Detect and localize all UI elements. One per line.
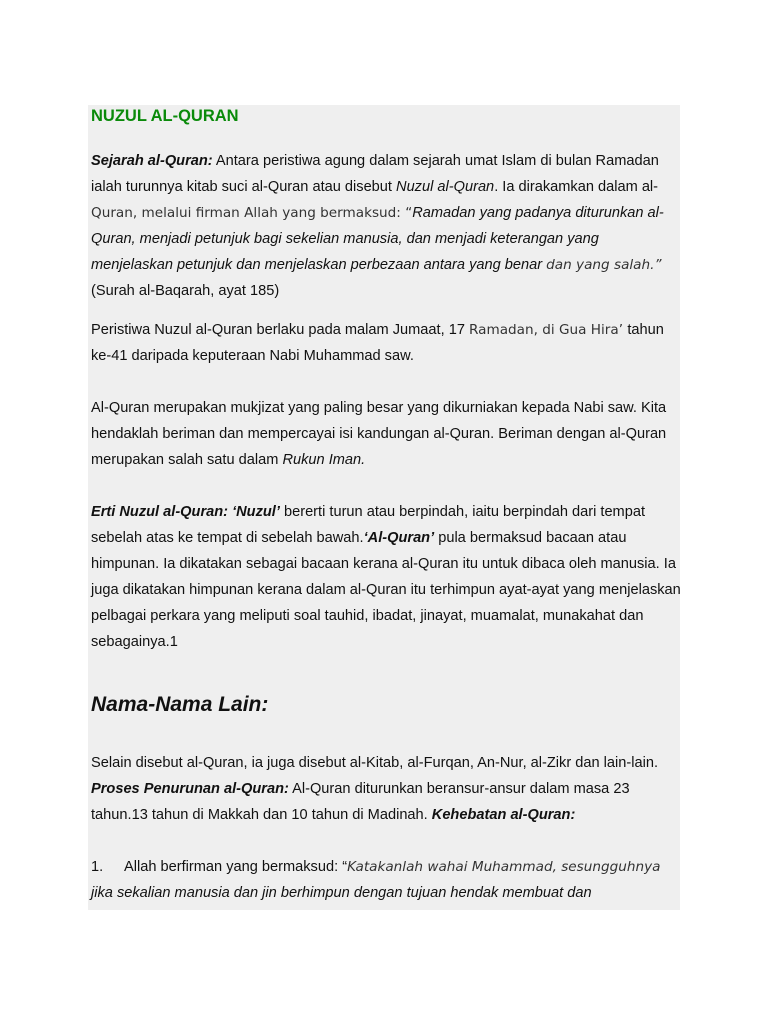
paragraph-peristiwa: Peristiwa Nuzul al-Quran berlaku pada malam Jumaat, 17 Ramadan, di Gua Hira’ tahun ke-41 daripada keputeraan Nabi Muhammad saw.: [91, 322, 664, 364]
label-sejarah: Sejarah al-Quran:: [91, 153, 213, 169]
label-erti-nuzul: Erti Nuzul al-Quran: ‘Nuzul’: [91, 504, 280, 520]
paragraph-erti-nuzul: Erti Nuzul al-Quran: ‘Nuzul’ bererti turun atau berpindah, iaitu berpindah dari tempat sebelah atas ke tempat di sebelah bawah.‘Al-Quran’ pula bermaksud bacaan atau himpunan. Ia dikatakan sebagai bacaan kerana al-Quran itu untuk dibaca oleh manusia. Ia juga dikatakan himpunan kerana dalam al-Quran itu terhimpun ayat-ayat yang menjelaskan pelbagai perkara yang meliputi soal tauhid, ibadat, jinayat, muamalat, munakahat dan sebagainya.1: [91, 504, 681, 650]
paragraph-sejarah: Sejarah al-Quran: Antara peristiwa agung dalam sejarah umat Islam di bulan Ramadan ialah turunnya kitab suci al-Quran atau disebut Nuzul al-Quran. Ia dirakamkan dalam al-Quran, melalui firman Allah yang bermaksud: “Ramadan yang padanya diturunkan al-Quran, menjadi petunjuk bagi sekelian manusia, dan menjadi keterangan yang menjelaskan petunjuk dan menjelaskan perbezaan antara yang benar dan yang salah.” (Surah al-Baqarah, ayat 185): [91, 153, 664, 299]
quote-ramadan: Ramadan yang padanya diturunkan al-Quran, menjadi petunjuk bagi sekelian manusia, dan menjadi keterangan yang menjelaskan petunjuk dan menjelaskan perbezaan antara yang benar: [91, 205, 664, 273]
list-number: 1.: [91, 859, 104, 875]
paragraph-mukjizat: Al-Quran merupakan mukjizat yang paling besar yang dikurniakan kepada Nabi saw. Kita hendaklah beriman dan mempercayai isi kandungan al-Quran. Beriman dengan al-Quran merupakan salah satu dalam Rukun Iman.: [91, 400, 667, 468]
label-al-quran: ‘Al-Quran’: [363, 530, 435, 546]
document-title: NUZUL AL-QURAN: [91, 107, 239, 125]
reference-baqarah: (Surah al-Baqarah, ayat 185): [91, 283, 280, 299]
section-title-nama-lain: Nama-Nama Lain:: [91, 693, 269, 716]
list-item-1: 1. Allah berfirman yang bermaksud: “Katakanlah wahai Muhammad, sesungguhnya jika sekalian manusia dan jin berhimpun dengan tujuan hendak membuat dan: [91, 854, 681, 906]
label-proses-penurunan: Proses Penurunan al-Quran:: [91, 781, 289, 797]
label-kehebatan: Kehebatan al-Quran:: [431, 807, 576, 823]
paragraph-nama-lain: Selain disebut al-Quran, ia juga disebut al-Kitab, al-Furqan, An-Nur, al-Zikr dan lain-lain. Proses Penurunan al-Quran: Al-Quran diturunkan beransur-ansur dalam masa 23 tahun.13 tahun di Makkah dan 10 tahun di Madinah. Kehebatan al-Quran:: [91, 755, 659, 823]
